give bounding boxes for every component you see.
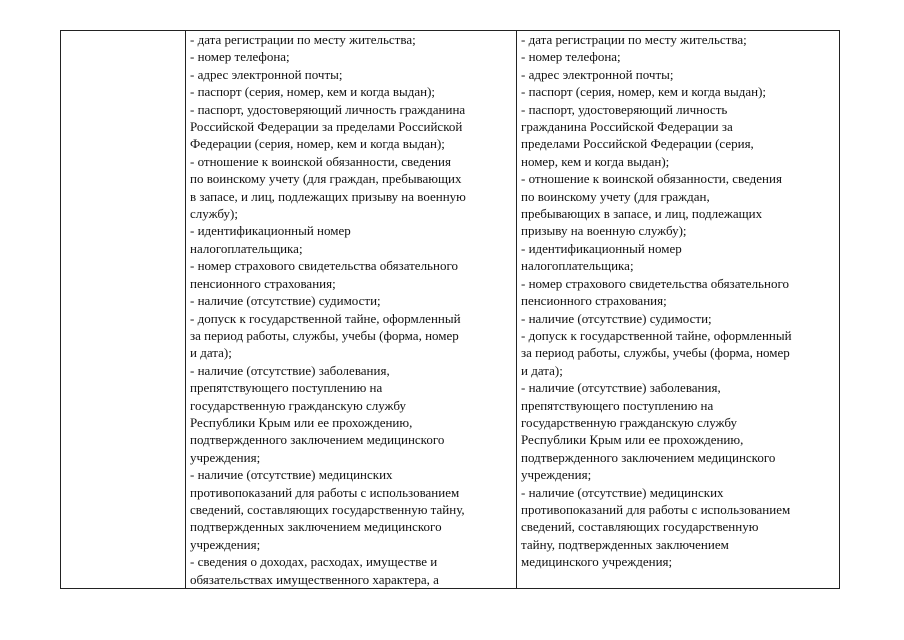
text-line: налогоплательщика; [190,240,303,256]
text-line: - наличие (отсутствие) заболевания, [521,380,721,396]
text-line: - наличие (отсутствие) медицинских [190,467,393,483]
text-line: подтвержденных заключением медицинского [190,519,442,535]
text-line: - наличие (отсутствие) судимости; [190,293,381,309]
text-line: - номер страхового свидетельства обязательного [521,275,789,291]
text-line: Российской Федерации за пределами Российской [190,119,463,135]
text-line: налогоплательщика; [521,258,634,274]
text-line: обязательствах имущественного характера, а [190,571,439,587]
text-line: Республики Крым или ее прохождению, [521,432,744,448]
text-line: - отношение к воинской обязанности, сведения [521,171,782,187]
column-empty [61,31,186,589]
text-line: - отношение к воинской обязанности, сведения [190,153,451,169]
text-line: - номер страхового свидетельства обязательного [190,258,458,274]
text-line: - паспорт, удостоверяющий личность [521,101,728,117]
text-line: сведений, составляющих государственную [521,519,759,535]
text-line: препятствующего поступлению на [521,397,714,413]
text-line: медицинского учреждения; [521,554,673,570]
text-line: по воинскому учету (для граждан, пребывающих [190,171,462,187]
text-line: пределами Российской Федерации (серия, [521,136,754,152]
text-line: - номер телефона; [190,49,290,65]
text-line: - наличие (отсутствие) судимости; [521,310,712,326]
text-line: гражданина Российской Федерации за [521,119,733,135]
text-line: - паспорт (серия, номер, кем и когда выдан); [521,84,767,100]
column-current-text [186,31,517,589]
text-line: пенсионного страхования; [190,275,336,291]
text-line: - дата регистрации по месту жительства; [190,32,416,47]
text-line: призыву на военную службу); [521,223,687,239]
text-line: Федерации (серия, номер, кем и когда выдан); [190,136,445,152]
text-line: учреждения; [190,536,261,552]
text-line: государственную гражданскую службу [190,397,406,413]
text-line: подтвержденного заключением медицинского [190,432,445,448]
text-line: учреждения; [521,467,592,483]
text-line: - дата регистрации по месту жительства; [521,32,747,47]
text-line: - паспорт (серия, номер, кем и когда выдан); [190,84,436,100]
text-line: службу); [190,206,238,222]
text-line: и дата); [521,362,563,378]
table-row [61,31,840,589]
text-line: - наличие (отсутствие) заболевания, [190,362,390,378]
text-line: - допуск к государственной тайне, оформленный [521,327,792,343]
text-line: номер, кем и когда выдан); [521,153,670,169]
document-table [60,30,840,589]
text-line: - наличие (отсутствие) медицинских [521,484,724,500]
text-line: учреждения; [190,449,261,465]
text-line: - сведения о доходах, расходах, имуществе и [190,554,438,570]
column-proposed-text [517,31,840,589]
text-line: пребывающих в запасе, и лиц, подлежащих [521,206,763,222]
text-line: за период работы, службы, учебы (форма, номер [521,345,790,361]
text-line: - адрес электронной почты; [190,66,343,82]
text-line: подтвержденного заключением медицинского [521,449,776,465]
text-line: сведений, составляющих государственную тайну, [190,501,465,517]
text-line: тайну, подтвержденных заключением [521,536,729,552]
text-line: и дата); [190,345,232,361]
text-line: за период работы, службы, учебы (форма, номер [190,327,459,343]
text-line: - идентификационный номер [521,240,682,256]
text-line: противопоказаний для работы с использованием [190,484,460,500]
text-line: препятствующего поступлению на [190,380,383,396]
text-line: - паспорт, удостоверяющий личность гражданина [190,101,466,117]
text-line: государственную гражданскую службу [521,414,737,430]
text-line: - идентификационный номер [190,223,351,239]
text-line: в запасе, и лиц, подлежащих призыву на военную [190,188,466,204]
text-line: - адрес электронной почты; [521,66,674,82]
text-line: пенсионного страхования; [521,293,667,309]
text-line: - допуск к государственной тайне, оформленный [190,310,461,326]
text-line: по воинскому учету (для граждан, [521,188,710,204]
text-line: противопоказаний для работы с использованием [521,501,791,517]
text-line: Республики Крым или ее прохождению, [190,414,413,430]
text-line: - номер телефона; [521,49,621,65]
